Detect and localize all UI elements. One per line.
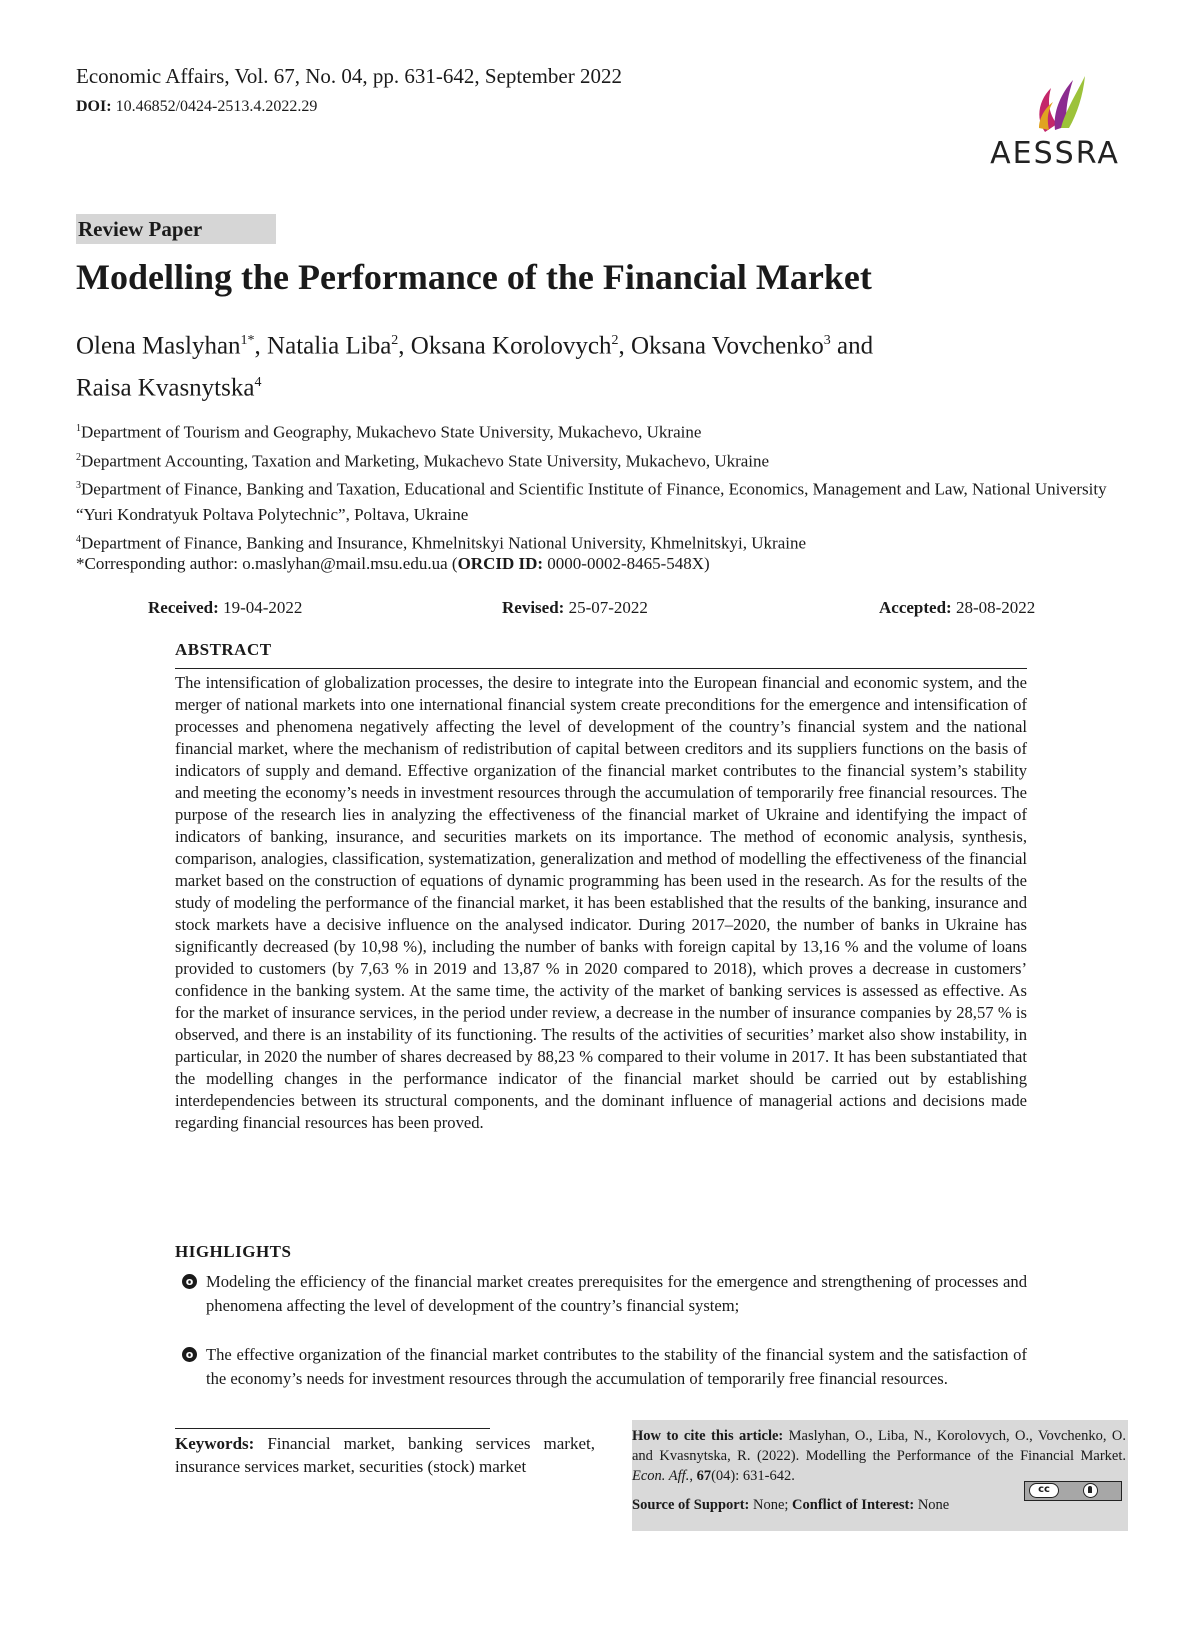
affiliation-text: Department of Tourism and Geography, Mukachevo State University, Mukachevo, Ukraine	[81, 422, 702, 442]
author-separator: ,	[618, 332, 631, 360]
journal-citation-line: Economic Affairs, Vol. 67, No. 04, pp. 631-642, September 2022	[76, 64, 622, 88]
accepted-date	[879, 598, 1035, 618]
author-name: Olena Maslyhan	[76, 332, 241, 360]
affiliation-mark: 4	[76, 533, 81, 545]
doi-value[interactable]: 10.46852/0424-2513.4.2022.29	[115, 98, 318, 115]
author-affiliation-mark: 2	[611, 333, 619, 348]
support-label: Source of Support:	[632, 1497, 750, 1513]
author-affiliation-mark: 4	[254, 375, 262, 391]
citation-sep: ,	[689, 1468, 697, 1484]
abstract-heading: ABSTRACT	[175, 640, 272, 659]
affiliation-mark: 2	[76, 451, 81, 463]
author-affiliation-mark: 1*	[240, 333, 255, 348]
accepted-value: 28-08-2022	[951, 598, 1036, 617]
highlights-heading: HIGHLIGHTS	[175, 1242, 292, 1261]
affiliation-item	[76, 527, 1146, 556]
paper-title: Modelling the Performance of the Financial Market	[76, 257, 872, 297]
abstract-divider	[175, 668, 1027, 669]
author-name: Oksana Vovchenko	[630, 332, 824, 360]
author-affiliation-mark: 3	[823, 333, 831, 348]
highlight-text: Modeling the efficiency of the financial market creates prerequisites for the emergence and strengthening of processes and phenomena affecting the level of development of the country’s financial system;	[206, 1272, 1027, 1315]
orcid-value: 0000-0002-8465-548X)	[543, 554, 710, 573]
revised-date	[502, 598, 648, 618]
support-value: None;	[749, 1497, 793, 1513]
paper-type-badge: Review Paper	[76, 214, 276, 244]
author-separator: ,	[398, 332, 411, 360]
cc-icon: cc	[1029, 1483, 1059, 1498]
keywords-divider	[175, 1428, 490, 1429]
affiliation-list	[76, 416, 1146, 556]
attribution-icon	[1083, 1483, 1098, 1498]
author-name: Natalia Liba	[267, 332, 392, 360]
author-name: Oksana Korolovych	[410, 332, 612, 360]
citation-pages: (04): 631-642.	[711, 1468, 795, 1484]
affiliation-mark: 1	[76, 423, 81, 434]
citation-journal: Econ. Aff.	[632, 1468, 690, 1484]
affiliation-item	[76, 445, 1146, 474]
conflict-value: None	[914, 1497, 950, 1513]
revised-value: 25-07-2022	[564, 598, 648, 617]
keywords-label: Keywords:	[175, 1434, 255, 1453]
citation-text	[632, 1426, 1126, 1486]
bullet-icon: o	[182, 1274, 197, 1289]
citation-volume: 67	[696, 1468, 712, 1484]
author-list	[76, 322, 1136, 407]
highlight-item	[182, 1270, 1027, 1318]
keywords-text: Financial market, banking services market, insurance services market, securities (stock) market	[175, 1434, 595, 1476]
logo-wordmark: AESSRA	[990, 136, 1120, 171]
corresponding-author	[76, 554, 710, 574]
highlight-text: The effective organization of the financial market contributes to the stability of the financial system and the satisfaction of the economy’s needs for investment resources through the accumulation of temporarily free financial resources.	[206, 1345, 1027, 1388]
affiliation-text: Department of Finance, Banking and Insurance, Khmelnitskyi National University, Khmelnitskyi, Ukraine	[81, 533, 807, 553]
affiliation-mark: 3	[76, 480, 81, 492]
affiliation-item	[76, 473, 1146, 527]
bullet-icon: o	[182, 1347, 197, 1362]
corresponding-prefix: *Corresponding author: o.maslyhan@mail.msu.edu.ua (	[76, 554, 458, 573]
author-name: Raisa Kvasnytska	[76, 374, 255, 402]
orcid-label: ORCID ID:	[457, 554, 544, 573]
affiliation-item	[76, 416, 1146, 445]
received-value: 19-04-2022	[218, 598, 303, 617]
accepted-label: Accepted:	[879, 598, 952, 617]
revised-label: Revised:	[502, 598, 565, 617]
author-separator: and	[830, 332, 874, 360]
citation-reference: Maslyhan, O., Liba, N., Korolovych, O., Vovchenko, O. and Kvasnytska, R. (2022). Modelling the Performance of the Financial Market.	[632, 1428, 1126, 1464]
author-affiliation-mark: 2	[391, 333, 399, 348]
highlight-item	[182, 1343, 1027, 1391]
conflict-label: Conflict of Interest:	[792, 1497, 915, 1513]
affiliation-text: Department of Finance, Banking and Taxation, Educational and Scientific Institute of Finance, Economics, Management and Law, National University “Yuri Kondratyuk Poltava Polytechnic”, Poltava, Ukraine	[76, 479, 1107, 524]
affiliation-text: Department Accounting, Taxation and Marketing, Mukachevo State University, Mukachevo, Ukraine	[81, 451, 770, 471]
doi-line	[76, 98, 317, 116]
citation-box	[632, 1420, 1128, 1531]
publisher-logo	[975, 70, 1135, 180]
flame-icon	[975, 70, 1135, 136]
received-date	[148, 598, 302, 618]
abstract-body: The intensification of globalization processes, the desire to integrate into the European financial and economic system, and the merger of national markets into one international financial system create preconditions for the emergence and intensification of processes and phenomena negatively affecting the level of development of the country’s financial system and the national financial market, where the mechanism of redistribution of capital between creditors and its suppliers functions on the basis of indicators of supply and demand. Effective organization of the financial market contributes to the financial system’s stability and meeting the economy’s needs in investment resources through the accumulation of temporarily free financial resources. The purpose of the research lies in analyzing the effectiveness of the financial market of Ukraine and identifying the impact of indicators of banking, insurance, and securities markets on its importance. The method of economic analysis, synthesis, comparison, analogies, classification, systematization, generalization and method of modelling the effectiveness of the financial market based on the construction of equations of dynamic programming has been used in the research. As for the results of the study of modeling the performance of the financial market, it has been established that the results of the banking, insurance and stock markets have a decisive influence on the analysed indicator. During 2017–2020, the number of banks in Ukraine has significantly decreased (by 10,98 %), including the number of banks with foreign capital by 13,16 % and the volume of loans provided to customers (by 7,63 % in 2019 and 13,87 % in 2020 compared to 2018), which proves a decrease in customers’ confidence in the banking system. At the same time, the activity of the market of banking services is assessed as effective. As for the market of insurance services, in the period under review, a decrease in the number of insurance companies by 28,57 % is observed, and there is an instability of its functioning. The results of the activities of securities’ market also show instability, in particular, in 2020 the number of shares decreased by 88,23 % compared to their volume in 2017. It has been substantiated that the modelling changes in the performance indicator of the financial market should be carried out by establishing interdependencies between its structural components, and the dominant influence of managerial actions and decisions made regarding financial resources has been proved.	[175, 673, 1027, 1132]
keywords	[175, 1432, 595, 1478]
author-separator: ,	[254, 332, 268, 360]
received-label: Received:	[148, 598, 219, 617]
cc-by-license-icon[interactable]	[1024, 1481, 1122, 1501]
doi-label: DOI:	[76, 98, 112, 115]
citation-label: How to cite this article:	[632, 1428, 784, 1444]
